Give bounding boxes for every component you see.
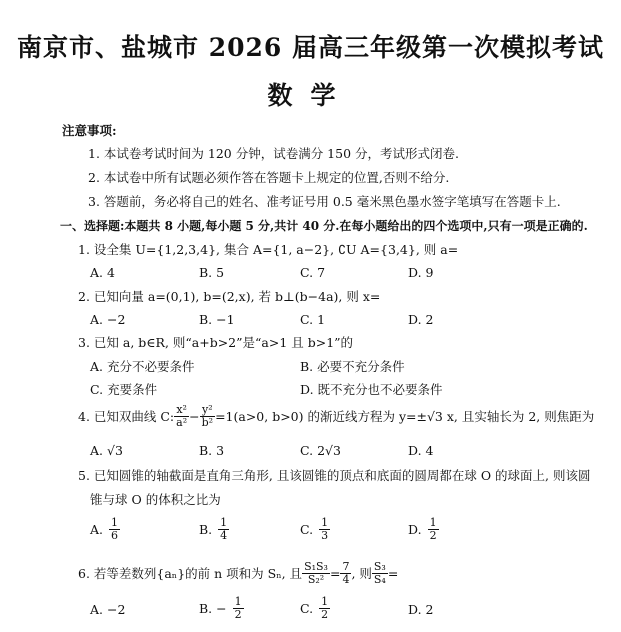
question-1-stem: 1. 设全集 U={1,2,3,4}, 集合 A={1, a−2}, ∁U A={3,4}, 则 a=: [78, 242, 459, 257]
q6-option-d: [408, 602, 433, 617]
notice-item-1: 1. 本试卷考试时间为 120 分钟，试卷满分 150 分，考试形式闭卷.: [88, 146, 459, 161]
q6-option-b-label: B. −: [199, 601, 227, 616]
q5-option-d: [408, 517, 439, 542]
q4-option-c: C. 2√3: [300, 443, 341, 458]
q5-b-num: 1: [220, 516, 228, 529]
question-5-stem-line1: 5. 已知圆锥的轴截面是直角三角形, 且该圆锥的顶点和底面的圆周都在球 O 的球面上, 则该圆: [78, 468, 591, 483]
q5-b-den: 4: [220, 529, 228, 542]
q5-d-num: 1: [429, 516, 437, 529]
q5-option-d-fraction: [428, 517, 439, 542]
q5-option-a-label: A.: [90, 522, 104, 537]
notice-heading: 注意事项:: [62, 123, 117, 138]
q3-option-a: A. 充分不必要条件: [90, 359, 195, 374]
question-5-stem-line2: 锥与球 O 的体积之比为: [90, 492, 221, 507]
q2-option-a: A. −2: [90, 312, 126, 327]
q6-b-num: 1: [234, 595, 242, 608]
q6-option-b-fraction: [233, 596, 244, 621]
q1-option-a: A. 4: [90, 265, 115, 280]
q6-fraction-2: [340, 561, 351, 586]
q6-c-num: 1: [321, 595, 329, 608]
q5-c-num: 1: [321, 516, 329, 529]
q6-mid: , 则: [351, 565, 372, 581]
q6-eq: =: [329, 565, 341, 581]
question-6-stem: [78, 561, 398, 586]
q4-option-a: A. √3: [90, 443, 123, 458]
q6-frac1-den: S₂²: [307, 573, 325, 586]
q4-fraction-x: [174, 404, 189, 429]
q4-frac2-den: b²: [201, 416, 214, 429]
notice-item-3: 3. 答题前，务必将自己的姓名、准考证号用 0.5 毫米黑色墨水签字笔填写在答题卡上.: [88, 194, 561, 209]
q6-option-d-label: D. 2: [408, 602, 434, 617]
q6-frac2-den: 4: [342, 573, 350, 586]
q1-option-c: C. 7: [300, 265, 326, 280]
q3-option-b: B. 必要不充分条件: [300, 359, 405, 374]
q6-option-c-label: C.: [300, 601, 314, 616]
q2-option-d: D. 2: [408, 312, 434, 327]
q6-option-a: [90, 602, 125, 617]
q6-frac3-den: S₄: [373, 573, 386, 586]
q6-frac3-num: S₃: [373, 560, 386, 573]
q2-option-c: C. 1: [300, 312, 326, 327]
question-3-stem: 3. 已知 a, b∈R, 则“a+b>2”是“a>1 且 b>1”的: [78, 335, 354, 350]
exam-subject: 数学: [267, 81, 354, 110]
q5-c-den: 3: [321, 529, 329, 542]
q4-option-b: B. 3: [199, 443, 225, 458]
q5-option-d-label: D.: [408, 522, 422, 537]
q6-option-b: [199, 596, 244, 621]
q5-option-b: [199, 517, 229, 542]
exam-title: 南京市、盐城市 2026 届高三年级第一次模拟考试: [17, 33, 604, 62]
question-4-stem: [78, 404, 594, 429]
q4-minus: −: [189, 408, 200, 424]
q4-fraction-y: [200, 404, 215, 429]
q6-fraction-3: [372, 561, 388, 586]
section-heading: 一、选择题:本题共 8 小题,每小题 5 分,共计 40 分.在每小题给出的四个选项中,只有一项是正确的.: [60, 219, 588, 233]
q6-b-den: 2: [234, 608, 242, 621]
q5-option-c: [300, 517, 330, 542]
q5-option-c-label: C.: [300, 522, 314, 537]
q5-option-c-fraction: [319, 517, 330, 542]
q5-option-b-label: B.: [199, 522, 213, 537]
q4-stem-prefix: 4. 已知双曲线 C:: [78, 408, 175, 424]
q6-frac1-num: S₁S₃: [304, 560, 328, 573]
q4-frac2-num: y²: [200, 404, 215, 417]
q4-frac1-den: a²: [176, 416, 188, 429]
q6-option-a-label: A. −2: [90, 602, 126, 617]
q3-option-d: D. 既不充分也不必要条件: [300, 382, 443, 397]
q4-stem-suffix: =1(a>0, b>0) 的渐近线方程为 y=±√3 x, 且实轴长为 2, 则焦距为: [215, 408, 595, 424]
q5-option-a-fraction: [109, 517, 120, 542]
question-2-stem: 2. 已知向量 a=(0,1), b=(2,x), 若 b⊥(b−4a), 则 x=: [78, 289, 381, 304]
q6-stem-suffix: =: [387, 565, 399, 581]
q5-a-num: 1: [111, 516, 119, 529]
q6-option-c-fraction: [319, 596, 330, 621]
notice-item-2: 2. 本试卷中所有试题必须作答在答题卡上规定的位置,否则不给分.: [88, 170, 450, 185]
q6-frac2-num: 7: [342, 560, 350, 573]
q6-stem-prefix: 6. 若等差数列{aₙ}的前 n 项和为 Sₙ, 且: [78, 565, 303, 581]
q1-option-d: D. 9: [408, 265, 434, 280]
q5-option-b-fraction: [218, 517, 229, 542]
q5-d-den: 2: [429, 529, 437, 542]
q2-option-b: B. −1: [199, 312, 235, 327]
q5-a-den: 6: [111, 529, 119, 542]
q6-option-c: [300, 596, 330, 621]
q5-option-a: [90, 517, 120, 542]
q4-frac1-num: x²: [174, 404, 189, 417]
q4-option-d: D. 4: [408, 443, 434, 458]
q6-c-den: 2: [321, 608, 329, 621]
q6-fraction-1: [302, 561, 330, 586]
q1-option-b: B. 5: [199, 265, 225, 280]
q3-option-c: C. 充要条件: [90, 382, 158, 397]
